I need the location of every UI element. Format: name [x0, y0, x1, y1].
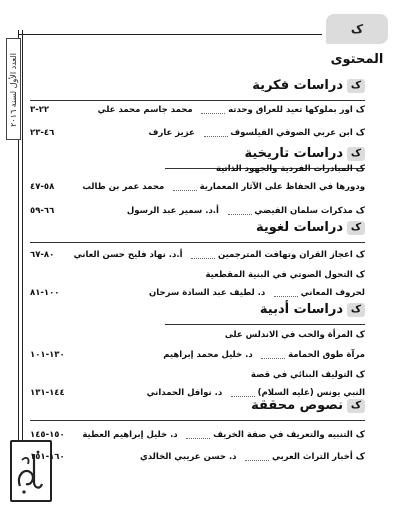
entry-author: عزيز عارف [148, 128, 195, 138]
entry-author: أ.د. نهاد فليح حسن العاني [73, 250, 183, 260]
dot-leader [274, 288, 298, 297]
toc-title: المحتوى [330, 52, 384, 67]
dot-leader [245, 452, 269, 461]
entry-title: مرآة طوق الحمامة [288, 350, 365, 360]
section-heading [256, 220, 365, 242]
entry-title: لحروف المعاني [300, 288, 365, 298]
issue-label: العدد الأول لسنة ٢٠١٦ [9, 53, 18, 127]
toc-entry[interactable] [30, 328, 365, 342]
toc-entry[interactable] [30, 180, 365, 194]
quill-icon: ﮎ [347, 79, 365, 93]
entry-title: التحول الصوتي في البنية المقطعية [205, 270, 353, 280]
entry-pages: ١٤٤-١٣١ [30, 388, 65, 398]
dot-leader [231, 388, 255, 397]
entry-title: ابن عربي الصوفي الفيلسوف [230, 128, 353, 138]
section-rule [165, 324, 365, 325]
quill-icon: ﮎ [347, 303, 365, 317]
dot-leader [261, 350, 285, 359]
section-heading [251, 398, 365, 420]
section-rule [30, 100, 365, 101]
entry-pages: ١٦٠-١٥١ [30, 452, 65, 462]
section-title: دراسات تاريخية [244, 146, 343, 161]
toc-header [0, 6, 400, 67]
quill-icon: ﮎ [355, 164, 365, 174]
toc-entry[interactable] [30, 368, 365, 382]
quill-icon: ﮎ [355, 250, 365, 260]
entry-author: د. خليل إبراهيم العطية [82, 430, 178, 440]
entry-pages: ٢٢-٣ [30, 105, 50, 115]
toc-entry[interactable] [30, 428, 365, 442]
entry-pages: ١٠٠-٨١ [30, 288, 60, 298]
toc-entry[interactable] [30, 286, 365, 300]
entry-author: د. لطيف عبد السادة سرحان [149, 288, 266, 298]
entry-title: اور بملوكها تعيد للعراق وحدته [228, 105, 353, 115]
toc-entry[interactable] [30, 450, 365, 464]
entry-pages: ١٣٠-١٠١ [30, 350, 65, 360]
section-title: دراسات أدبية [259, 302, 343, 317]
entry-pages: ٤٦-٢٣ [30, 128, 55, 138]
entry-title: مذكرات سلمان الفيضي [254, 206, 353, 216]
entry-author: د. خليل محمد إبراهيم [163, 350, 253, 360]
entry-pages: ١٥٠-١٤٥ [30, 430, 65, 440]
quill-icon: ﮎ [347, 147, 365, 161]
quill-icon: ﮎ [355, 270, 365, 280]
quill-icon: ﮎ [355, 370, 365, 380]
entry-title: التنبيه والتعريف في صفة الخريف [213, 430, 353, 440]
entry-author: محمد عمر بن طالب [82, 182, 165, 192]
quill-icon: ﮎ [355, 105, 365, 115]
entry-pages: ٦٦-٥٩ [30, 206, 55, 216]
dot-leader [186, 430, 210, 439]
section-title: دراسات لغوية [255, 220, 343, 235]
section-title: دراسات فكرية [252, 78, 343, 93]
entry-title: المبادرات الفردية والجهود الذاتية [215, 164, 353, 174]
section-rule [30, 420, 365, 421]
dot-leader [173, 182, 197, 191]
dot-leader [201, 105, 225, 114]
toc-entry[interactable] [30, 268, 365, 282]
dot-leader [228, 206, 252, 215]
toc-entry[interactable] [30, 162, 365, 176]
dot-leader [204, 128, 228, 137]
quill-icon: ﮎ [350, 22, 364, 36]
entry-pages: ٨٠-٦٧ [30, 250, 55, 260]
quill-icon: ﮎ [355, 430, 365, 440]
entry-title: النبي يونس (عليه السلام) [257, 388, 365, 398]
entry-author: محمد جاسم محمد علي [97, 105, 193, 115]
entry-pages: ٥٨-٤٧ [30, 182, 55, 192]
entry-title: ودورها في الحفاظ على الآثار المعمارية [199, 182, 365, 192]
toc-entry[interactable] [30, 126, 365, 140]
entry-title: التوليف البنائي في قصة [250, 370, 353, 380]
quill-icon: ﮎ [355, 452, 365, 462]
entry-title: أخبار التراث العربي [271, 452, 353, 462]
quill-icon: ﮎ [355, 128, 365, 138]
toc-entry[interactable] [30, 248, 365, 262]
entry-author: د. حسن عريبي الخالدي [139, 452, 237, 462]
entry-title: اعجاز القران وتهافت المترجمين [217, 250, 353, 260]
section-rule [30, 242, 365, 243]
quill-icon: ﮎ [347, 221, 365, 235]
quill-icon: ﮎ [355, 330, 365, 340]
header-rule [18, 34, 322, 35]
sidebar-issue-box [6, 38, 21, 140]
sidebar-rule [22, 30, 23, 440]
quill-icon: ﮎ [355, 206, 365, 216]
section-heading [260, 302, 365, 324]
entry-author: أ.د. سمير عبد الرسول [126, 206, 219, 216]
entry-title: المرأة والحب في الاندلس على [224, 330, 353, 340]
quill-icon: ﮎ [347, 399, 365, 413]
section-title: نصوص محققة [251, 398, 343, 413]
toc-title-badge [326, 14, 388, 67]
dot-leader [191, 250, 215, 259]
toc-entry[interactable] [30, 348, 365, 362]
entry-author: د. نوافل الحمداني [146, 388, 223, 398]
toc-entry[interactable] [30, 103, 365, 117]
toc-entry[interactable] [30, 204, 365, 218]
section-heading [252, 78, 365, 100]
